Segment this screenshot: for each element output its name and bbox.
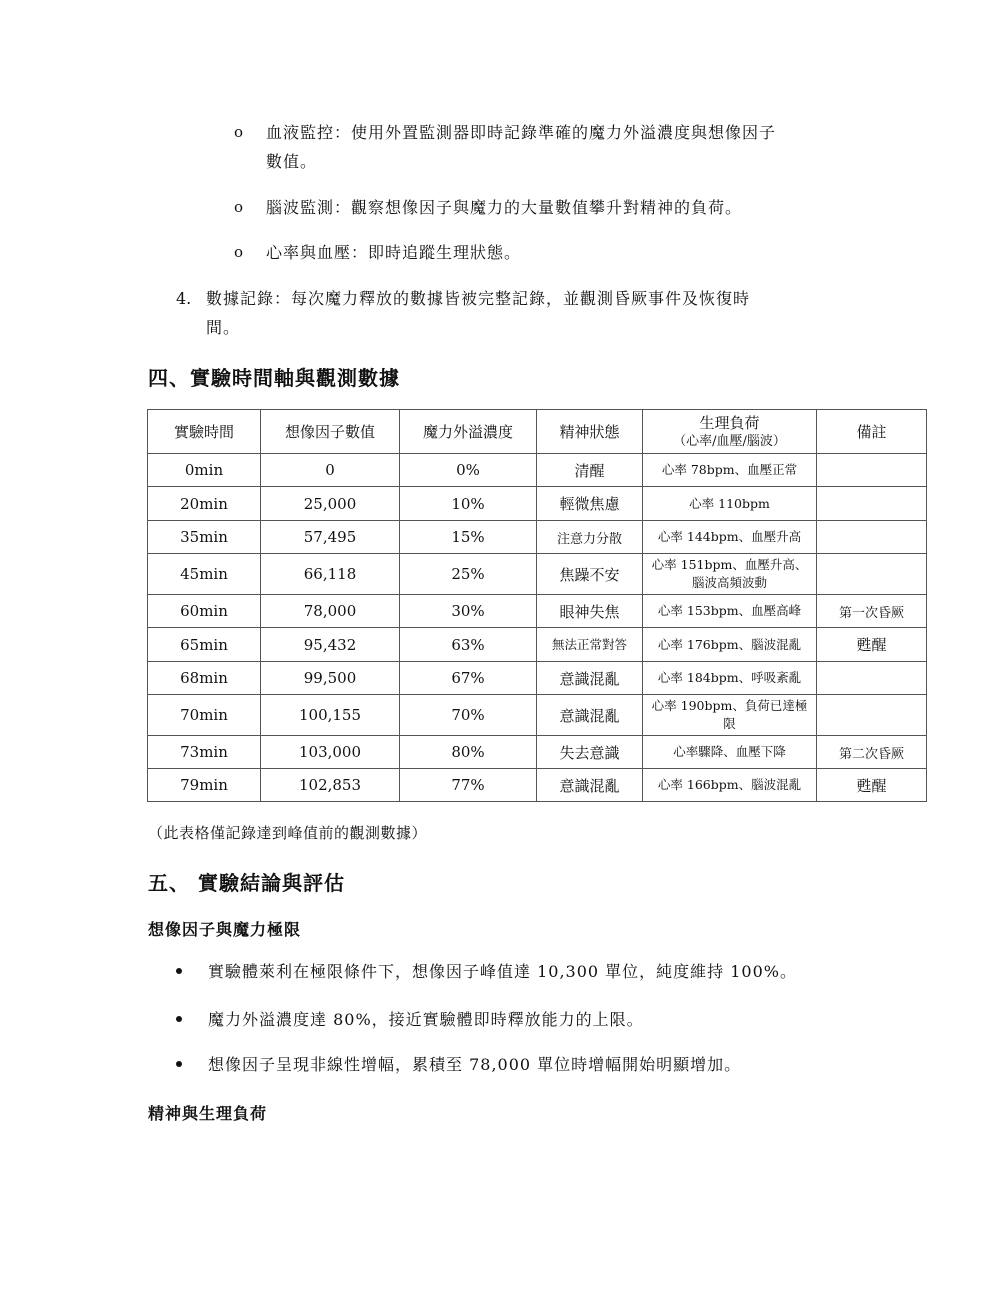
table-row	[148, 662, 927, 695]
table-cell: 66,118	[261, 554, 400, 595]
conclusion-item: 想像因子呈現非線性增幅，累積至 78,000 單位時增幅開始明顯增加。	[208, 1055, 742, 1074]
list-item-line: 血液監控：使用外置監測器即時記錄準確的魔力外溢濃度與想像因子	[266, 123, 777, 142]
conclusion-item: 實驗體萊利在極限條件下，想像因子峰值達 10,300 單位，純度維持 100%。	[208, 962, 797, 981]
table-cell: 70%	[400, 695, 537, 736]
table-cell: 63%	[400, 628, 537, 662]
table-cell: 無法正常對答	[537, 628, 643, 662]
table-cell: 第一次昏厥	[817, 595, 927, 628]
list-item-line: 間。	[206, 318, 241, 337]
table-cell: 注意力分散	[537, 521, 643, 554]
table-footnote: （此表格僅記錄達到峰值前的觀測數據）	[148, 824, 428, 842]
list-item-heart-bp	[266, 238, 866, 267]
list-number: 4.	[176, 289, 192, 308]
table-cell: 77%	[400, 769, 537, 802]
section-heading-conclusion: 五、 實驗結論與評估	[148, 871, 345, 895]
list-item-eeg-monitoring	[266, 193, 866, 222]
list-item-line: 心率與血壓：即時追蹤生理狀態。	[266, 243, 522, 262]
table-row	[148, 521, 927, 554]
table-row	[148, 695, 927, 736]
table-cell: 意識混亂	[537, 769, 643, 802]
table-header-cell: 備註	[817, 410, 927, 454]
table-row	[148, 769, 927, 802]
table-cell: 60min	[148, 595, 261, 628]
table-cell: 心率 153bpm、血壓高峰	[643, 595, 817, 628]
list-bullet: o	[234, 123, 244, 141]
table-cell: 25%	[400, 554, 537, 595]
table-cell: 30%	[400, 595, 537, 628]
table-cell: 45min	[148, 554, 261, 595]
table-row	[148, 487, 927, 521]
table-cell: 焦躁不安	[537, 554, 643, 595]
list-item-line: 數值。	[266, 152, 318, 171]
list-bullet: o	[234, 243, 244, 261]
table-cell: 99,500	[261, 662, 400, 695]
table-cell: 10%	[400, 487, 537, 521]
table-header-sub: （心率/血壓/腦波）	[673, 434, 786, 449]
table-cell	[817, 454, 927, 487]
table-cell: 心率 78bpm、血壓正常	[643, 454, 817, 487]
table-cell: 心率驟降、血壓下降	[643, 736, 817, 769]
table-cell: 甦醒	[817, 769, 927, 802]
table-cell: 57,495	[261, 521, 400, 554]
bullet-dot	[176, 968, 182, 974]
table-header-cell: 實驗時間	[148, 410, 261, 454]
table-cell: 心率 144bpm、血壓升高	[643, 521, 817, 554]
table-cell: 73min	[148, 736, 261, 769]
table-cell: 103,000	[261, 736, 400, 769]
list-item-blood-monitoring	[266, 118, 866, 176]
table-cell: 眼神失焦	[537, 595, 643, 628]
table-header-cell	[643, 410, 817, 454]
table-cell: 25,000	[261, 487, 400, 521]
table-cell: 78,000	[261, 595, 400, 628]
table-cell: 失去意識	[537, 736, 643, 769]
table-header-cell: 想像因子數值	[261, 410, 400, 454]
table-cell: 甦醒	[817, 628, 927, 662]
table-cell: 20min	[148, 487, 261, 521]
table-header-main: 生理負荷	[699, 414, 760, 432]
table-row	[148, 454, 927, 487]
list-item-data-recording	[206, 284, 846, 342]
table-cell: 輕微焦慮	[537, 487, 643, 521]
subheading-factor-limit: 想像因子與魔力極限	[148, 920, 302, 939]
table-cell: 心率 190bpm、負荷已達極限	[643, 695, 817, 736]
table-cell: 意識混亂	[537, 662, 643, 695]
table-cell: 100,155	[261, 695, 400, 736]
conclusion-item: 魔力外溢濃度達 80%，接近實驗體即時釋放能力的上限。	[208, 1010, 644, 1029]
table-cell: 心率 110bpm	[643, 487, 817, 521]
table-cell: 67%	[400, 662, 537, 695]
table-cell: 70min	[148, 695, 261, 736]
table-cell	[817, 554, 927, 595]
section-heading-timeline: 四、實驗時間軸與觀測數據	[148, 366, 400, 390]
table-cell: 68min	[148, 662, 261, 695]
bullet-dot	[176, 1016, 182, 1022]
table-cell: 第二次昏厥	[817, 736, 927, 769]
table-row	[148, 736, 927, 769]
list-bullet: o	[234, 198, 244, 216]
table-cell: 心率 176bpm、腦波混亂	[643, 628, 817, 662]
table-cell	[817, 662, 927, 695]
table-cell: 0min	[148, 454, 261, 487]
table-row	[148, 595, 927, 628]
table-cell: 心率 151bpm、血壓升高、腦波高頻波動	[643, 554, 817, 595]
list-item-line: 腦波監測：觀察想像因子與魔力的大量數值攀升對精神的負荷。	[266, 198, 743, 217]
observation-table	[147, 409, 927, 802]
table-cell: 35min	[148, 521, 261, 554]
table-cell: 心率 184bpm、呼吸紊亂	[643, 662, 817, 695]
table-header-cell: 精神狀態	[537, 410, 643, 454]
table-header-row	[148, 410, 927, 454]
table-cell: 79min	[148, 769, 261, 802]
table-cell: 102,853	[261, 769, 400, 802]
table-cell: 15%	[400, 521, 537, 554]
subheading-mental-load: 精神與生理負荷	[148, 1104, 268, 1123]
table-cell: 80%	[400, 736, 537, 769]
bullet-dot	[176, 1061, 182, 1067]
table-cell: 意識混亂	[537, 695, 643, 736]
table-cell: 清醒	[537, 454, 643, 487]
table-cell: 0%	[400, 454, 537, 487]
table-cell	[817, 521, 927, 554]
table-cell: 65min	[148, 628, 261, 662]
table-cell: 95,432	[261, 628, 400, 662]
table-cell	[817, 695, 927, 736]
table-row	[148, 628, 927, 662]
table-cell: 0	[261, 454, 400, 487]
table-cell: 心率 166bpm、腦波混亂	[643, 769, 817, 802]
table-header-cell: 魔力外溢濃度	[400, 410, 537, 454]
table-row	[148, 554, 927, 595]
list-item-line: 數據記錄：每次魔力釋放的數據皆被完整記錄，並觀測昏厥事件及恢復時	[206, 289, 751, 308]
table-cell	[817, 487, 927, 521]
